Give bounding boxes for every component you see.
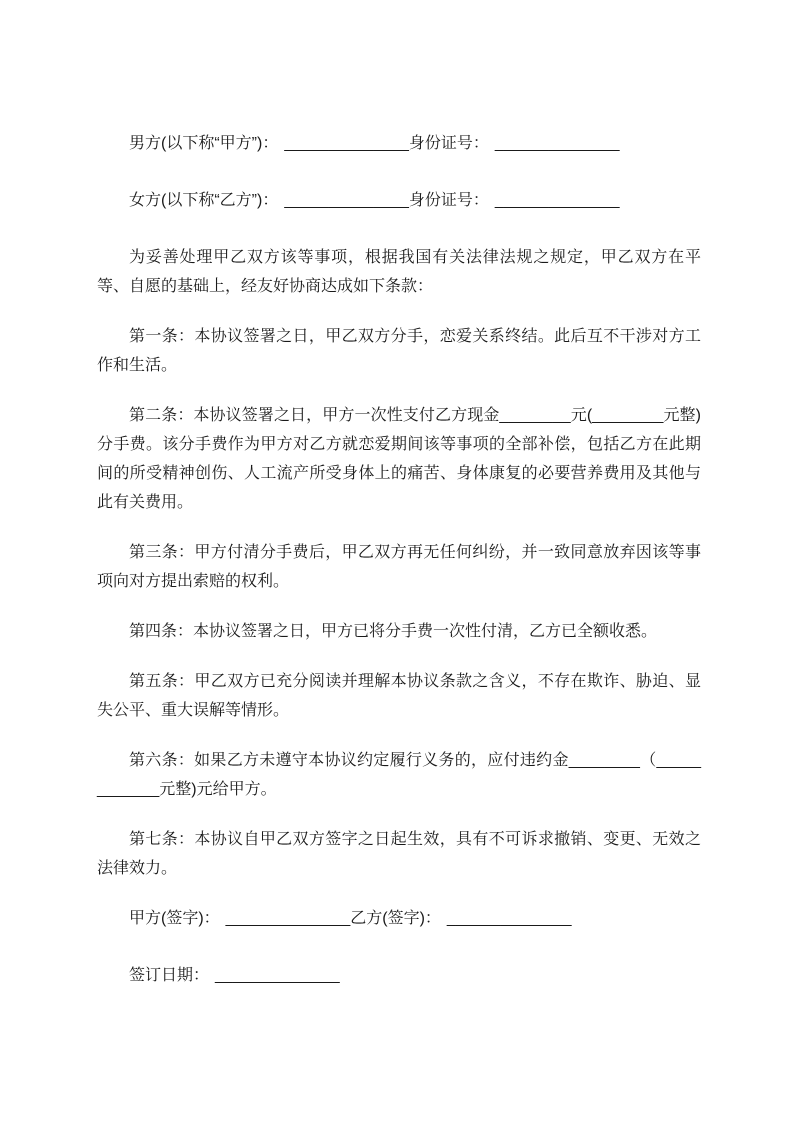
party-b-label: 女方(以下称“乙方”)：: [129, 192, 279, 209]
party-a-name-blank: ______________: [284, 135, 409, 152]
clause-4: 第四条：本协议签署之日，甲方已将分手费一次性付清，乙方已全额收悉。: [129, 623, 658, 640]
party-b-signature-label: 乙方(签字)：: [350, 910, 441, 927]
party-a-id-blank: ______________: [494, 135, 620, 152]
party-a-signature-blank: ______________: [225, 910, 351, 927]
party-b-name-blank: ______________: [284, 192, 409, 209]
party-a-id-label: 身份证号：: [408, 135, 489, 152]
party-a-label: 男方(以下称“甲方”)：: [129, 135, 279, 152]
party-a-line: [97, 129, 701, 158]
clause-3: 第三条：甲方付清分手费后，甲乙双方再无任何纠纷，并一致同意放弃因该等事项向对方提出索赔的权利。: [97, 544, 701, 590]
signing-date-blank: ______________: [215, 967, 340, 984]
clause-2: 第二条：本协议签署之日，甲方一次性支付乙方现金________元(________元整)分手费。该分手费作为甲方对乙方就恋爱期间该等事项的全部补偿，包括乙方在此期间的所受精神创伤、人工流产所受身体上的痛苦、身体康复的必要营养费用及其他与此有关费用。: [97, 407, 701, 511]
signing-date-line: [97, 961, 701, 990]
clause-6: 第六条：如果乙方未遵守本协议约定履行义务的，应付违约金________（____________元整)元给甲方。: [97, 752, 701, 798]
clause-7: 第七条：本协议自甲乙双方签字之日起生效，具有不可诉求撤销、变更、无效之法律效力。: [97, 831, 701, 877]
party-b-signature-blank: ______________: [446, 910, 572, 927]
clause-1: 第一条：本协议签署之日，甲乙双方分手，恋爱关系终结。此后互不干涉对方工作和生活。: [97, 328, 701, 374]
clause-5: 第五条：甲乙双方已充分阅读并理解本协议条款之含义，不存在欺诈、胁迫、显失公平、重大误解等情形。: [97, 673, 701, 719]
party-b-id-label: 身份证号：: [408, 192, 489, 209]
intro-paragraph: 为妥善处理甲乙双方该等事项，根据我国有关法律法规之规定，甲乙双方在平等、自愿的基础上，经友好协商达成如下条款：: [97, 249, 701, 295]
party-b-line: [97, 186, 701, 215]
signature-line: [97, 904, 701, 933]
signing-date-label: 签订日期：: [129, 967, 210, 984]
party-b-id-blank: ______________: [494, 192, 620, 209]
party-a-signature-label: 甲方(签字)：: [129, 910, 220, 927]
